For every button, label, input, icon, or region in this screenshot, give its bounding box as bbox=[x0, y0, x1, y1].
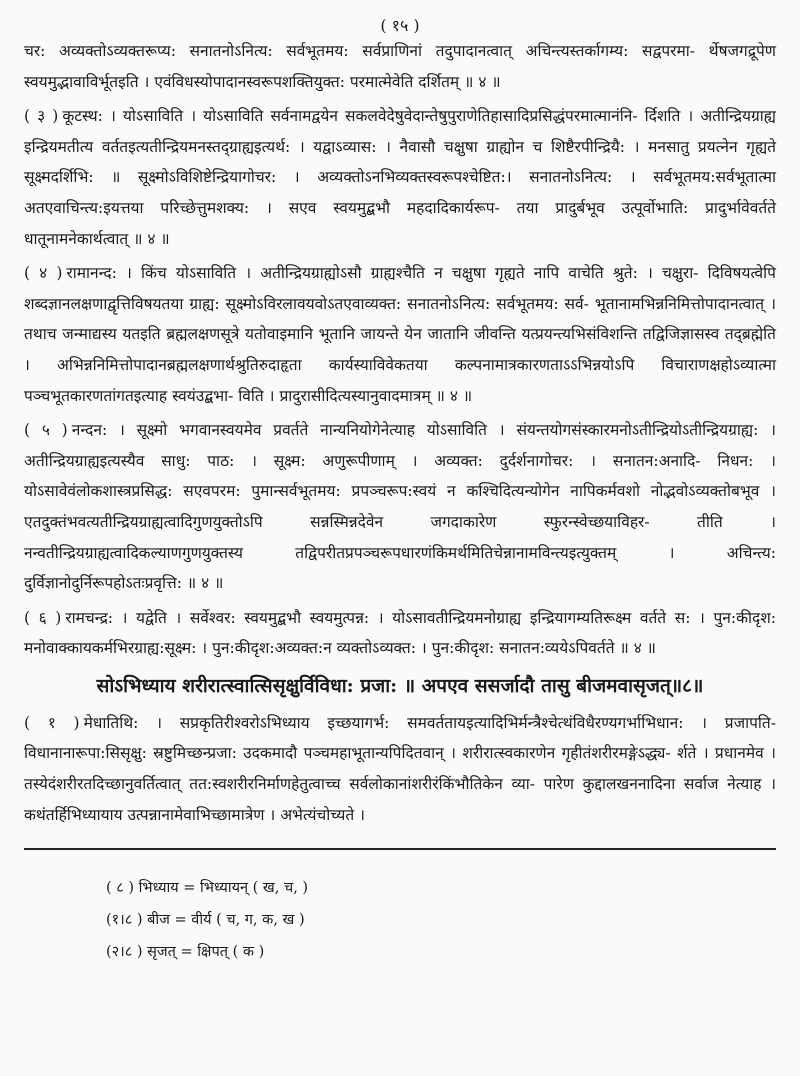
paragraph-ramachandra bbox=[24, 603, 776, 664]
paragraph-number: ( १ ) bbox=[24, 713, 80, 732]
paragraph-text: चर: अव्यक्तोऽव्यक्तरूप्य: सनातनोऽनित्य: सर्वभूतमय: सर्वप्राणिनां तदुपादानत्वात् अचिन्त्यस्तर्कागम्य: सद्वपरमा- र्थेषजगद्रूपेण स्वयमुद्भावाविर्भूतइति । एवंविधस्योपादानस्वरूपशक्तियुक्त: परमात्मेवेति दर्शितम् ॥ ४ ॥ bbox=[24, 42, 776, 91]
paragraph-number: ( ४ ) bbox=[24, 264, 63, 283]
footnote: ( ८ ) भिध्याय = भिध्यायन् ( ख, च, ) bbox=[106, 880, 309, 897]
paragraph-number: ( ५ ) bbox=[24, 421, 68, 440]
paragraph-text: मेधातिथि: । सप्रकृतिरीश्वरोऽभिध्याय इच्छयागर्भ: समवर्ततायइत्यादिभिर्मन्त्रैश्चेत्थंविधैरण्यगर्भाभिधान: । प्रजापति- विधानानारूपा:सिसृक्षु: स्रष्टुमिच्छन्प्रजा: उदकमादौ पञ्चमहाभूतान्यपिदितवान् । शरीरात्स्वकारणेन गृहीतंशरीरमङ्गेऽद्ध्य- र्शते । प्रधानमेव । तस्येदंशरीरतदिच्छानुवर्तित्वात् तत:स्वशरीरनिर्माणहेतुत्वाच्च सर्वलोकानांशरीरंकिंभौतिकेन व्या- पारेण कुद्दालखननादिना सर्वाज नेत्याह । कथंतर्हिभिध्यायाय उत्पन्नानामेवाभिच्छामात्रेण । अभेत्यंचोच्यते । bbox=[24, 713, 776, 824]
paragraph-number: ( ३ ) bbox=[24, 107, 59, 126]
footnotes bbox=[24, 872, 776, 968]
paragraph-number: ( ६ ) bbox=[24, 608, 62, 627]
paragraph-text: रामचन्द्र: । यद्वेति । सर्वेश्वर: स्वयमुद्बभौ स्वयमुत्पन्न: । योऽसावतीन्द्रियमनोग्राह्य इन्द्रियागम्यतिरूक्ष्म वर्तते स: । पुन:कीदृश: मनोवाक्कायकर्मभिरग्राह्य:सूक्ष्म: । पुन:कीदृश:अव्यक्त:न व्यक्तोऽव्यक्त: । पुन:कीदृश: सनातन:व्ययेऽपिवर्तते ॥ ४ ॥ bbox=[24, 608, 776, 658]
footnote: (२।८ ) सृजत् = क्षिपत् ( क ) bbox=[106, 944, 265, 961]
commentary-body bbox=[24, 36, 776, 830]
page-number: ( १५ ) bbox=[380, 16, 420, 35]
paragraph-text: नन्दन: । सूक्ष्मो भगवानस्वयमेव प्रवर्तते नान्यनियोगेनेत्याह योऽसाविति । संयन्तयोगसंस्कारमनोऽतीन्द्रियोऽतीन्द्रियग्राह्य: । अतीन्द्रियग्राह्यइत्यस्यैव साधु: पाठ: । सूक्ष्म: अणुरूपीणाम् । अव्यक्त: दुर्दर्शनागोचर: । सनातन:अनादि- निधन: । योऽसावेवंलोकशास्त्रप्रसिद्ध: सएवपरम: पुमान्सर्वभूतमय: प्रपञ्चरूप:स्वयं न कश्चिदित्यन्योगेन नापिकर्मवशो नोद्भवोऽव्यक्तोबभूव । एतदुक्तंभवत्यतीन्द्रियग्राह्यत्वादिगुणयुक्तोऽपि सन्नस्मिन्नदेवेन जगदाकारेण स्फुरन्स्वेच्छयाविहर- तीति । नन्वतीन्द्रियग्राह्यत्वादिकल्याणगुणयुक्तस्य तद्विपरीतप्रपञ्चरूपधारणंकिमर्थमितिचेन्नानामविन्त्यइत्युक्तम् । अचिन्त्य: दुर्विज्ञानोदुर्निरूपहोऽतःप्रवृत्ति: ॥ ४ ॥ bbox=[24, 421, 776, 593]
paragraph-kutastha bbox=[24, 101, 776, 254]
paragraph-medhatithi bbox=[24, 708, 776, 830]
paragraph-nandana bbox=[24, 415, 776, 599]
footnote: (१।८ ) बीज = वीर्य ( च, ग, क, ख ) bbox=[106, 912, 305, 929]
footnote-divider bbox=[24, 848, 776, 850]
verse-heading: सोऽभिध्याय शरीरात्स्वात्सिसृक्षुर्विविधा: प्रजा: ॥ अपएव ससर्जादौ तासु बीजमवासृजत्॥८॥ bbox=[96, 674, 704, 697]
paragraph-ramananda bbox=[24, 258, 776, 411]
paragraph-text: रामानन्द: । किंच योऽसाविति । अतीन्द्रियग्राह्योऽसौ ग्राह्यश्चैति न चक्षुषा गृह्यते नापि वाचेति श्रुते: । चक्षुरा- दिविषयत्वेपि शब्दज्ञानलक्षणाद्वृत्तिविषयतया ग्राह्य: सूक्ष्मोऽविरलावयवोऽतएवाव्यक्त: सनातनोऽनित्य: सर्वभूतमय: सर्व- भूतानामभिन्ननिमित्तोपादानत्वात् । तथाच जन्माद्यस्य यतइति ब्रह्मलक्षणसूत्रे यतोवाइमानि भूतानि जायन्ते येन जातानि जीवन्ति यत्प्रयन्त्यभिसंविशन्ति तद्विजिज्ञासस्व तद्ब्रह्मेति । अभिन्ननिमित्तोपादानब्रह्मलक्षणार्थश्रुतिरुदाहृता कार्यस्याविवेकतया कल्पनामात्रकारणताऽऽभिन्नयोऽपि विचाराणक्षहोऽव्यात्मा पञ्चभूतकारणतांगतइत्याह स्वयंउद्बभा- विति । प्रादुरासीदित्यस्यानुवादमात्रम् ॥ ४ ॥ bbox=[24, 264, 776, 405]
paragraph-intro bbox=[24, 36, 776, 97]
paragraph-text: कूटस्थ: । योऽसाविति । योऽसाविति सर्वनामद्वयेन सकलवेदेषुवेदान्तेषुपुराणेतिहासादिप्रसिद्धंपरमात्मानंनि- र्दिशति । अतीन्द्रियग्राह्य इन्द्रियमतीत्य वर्ततइत्यतीन्द्रियमनस्तद्ग्राह्यइत्यर्थ: । यद्वाऽव्यास: । नैवासौ चक्षुषा ग्राह्योन च शिष्टैरपीन्द्रियै: । मनसातु प्रयत्नेन गृह्यते सूक्ष्मदर्शिभि: ॥ सूक्ष्मोऽविशिष्टेन्द्रियागोचर: । अव्यक्तोऽनभिव्यक्तस्वरूपश्चेष्टित:। सनातनोऽनित्य: । सर्वभूतमय:सर्वभूतात्मा अतएवाचिन्त्य:इयत्तया परिच्छेत्तुमशक्य: । सएव स्वयमुद्बभौ महदादिकार्यरूप- तया प्रादुर्बभूव उत्पूर्वोभाति: प्रादुर्भावेवर्तते धातूनामनेकार्थत्वात् ॥ ४ ॥ bbox=[24, 107, 776, 248]
